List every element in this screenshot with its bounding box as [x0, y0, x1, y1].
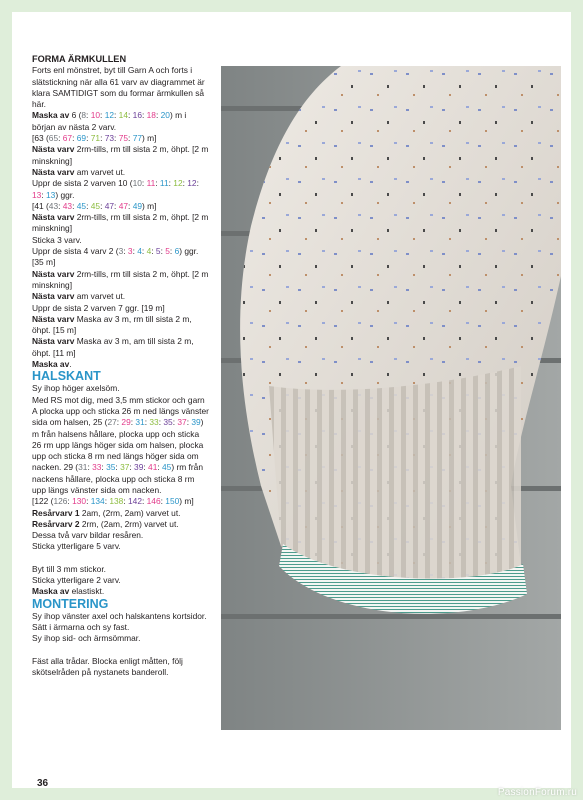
instruction-line: Sticka ytterligare 5 varv. — [32, 541, 121, 552]
instructions-column — [32, 54, 210, 678]
instruction-line: Maska av. — [32, 359, 72, 370]
instruction-line: Uppr de sista 4 varv 2 (3: 3: 4: 4: 5: 5: 6) ggr. [35 m] — [32, 246, 199, 268]
instruction-line: Nästa varv Maska av 3 m, rm till sista 2 m, öhpt. [15 m] — [32, 313, 192, 336]
section-heading-montering: MONTERING — [32, 596, 109, 611]
watermark-text: PassionForum.ru — [497, 787, 577, 798]
instruction-line: Sy ihop vänster axel och halskantens kortsidor. Sätt i ärmarna och sy fast. — [32, 610, 207, 632]
instruction-line: Nästa varv Maska av 3 m, am till sista 2 m, öhpt. [11 m] — [32, 336, 194, 358]
instruction-line: [122 (126: 130: 134: 138: 142: 146: 150) m] — [32, 496, 194, 507]
instruction-line: Nästa varv 2rm-tills, rm till sista 2 m, öhpt. [2 m minskning] — [32, 212, 209, 234]
section-heading-halskant: HALSKANT — [32, 369, 101, 384]
instruction-line: Resårvarv 2 2rm, (2am, 2rm) varvet ut. — [32, 518, 179, 529]
instruction-paragraph: Med RS mot dig, med 3,5 mm stickor och garn A plocka upp och sticka 26 m ned längs vänster sida om halsen, 25 (27: 29: 31: 33: 35: 37: 39) m från halsens hållare, plocka upp och sticka 26 rm upp längs höger sida om halsen, plocka upp och sticka 8 rm ned längs höger sida om nacken. 29 (31: 33: 35: 37: 39: 41: 45) rm från nackens hållare, plocka upp och sticka 8 rm upp längs vänster sida om nacken. — [32, 394, 209, 495]
instruction-line: [41 (43: 43: 45: 45: 47: 47: 49) m] — [32, 200, 157, 211]
instruction-line: Nästa varv am varvet ut. — [32, 166, 126, 177]
instruction-line: [63 (65: 67: 69: 71: 73: 75: 77) m] — [32, 133, 157, 144]
instruction-line: Sy ihop sid- och ärmsömmar. — [32, 633, 141, 644]
instruction-line: Sy ihop höger axelsöm. — [32, 383, 120, 394]
instruction-line: Maska av 6 (8: 10: 12: 14: 16: 18: 20) m i början av nästa 2 varv. — [32, 110, 187, 132]
instruction-line: Maska av elastiskt. — [32, 586, 105, 597]
knitted-sweater-photo — [221, 66, 561, 730]
section-heading-forma: FORMA ÄRMKULLEN — [32, 54, 127, 64]
instruction-line: Sticka ytterligare 2 varv. — [32, 575, 121, 586]
instruction-line: Fäst alla trådar. Blocka enligt måtten, följ skötselråden på nystanets banderoll. — [32, 655, 183, 677]
instruction-line: Byt till 3 mm stickor. — [32, 563, 106, 574]
instruction-line: Resårvarv 1 2am, (2rm, 2am) varvet ut. — [32, 507, 181, 518]
page — [12, 12, 571, 788]
instruction-line: Dessa två varv bildar resåren. — [32, 530, 144, 541]
instruction-line: Nästa varv am varvet ut. — [32, 291, 126, 302]
page-number: 36 — [37, 778, 49, 789]
instruction-line: Uppr de sista 2 varven 7 ggr. [19 m] — [32, 302, 165, 313]
instruction-line: Nästa varv 2rm-tills, rm till sista 2 m, öhpt. [2 m minskning] — [32, 144, 209, 166]
instruction-line: Sticka 3 varv. — [32, 234, 82, 245]
intro-text: Forts enl mönstret, byt till Garn A och forts i slätstickning när alla 61 varv av diagrammet är klara SAMTIDIGT som du formar ärmkullen så här. — [32, 65, 205, 110]
instruction-line: Uppr de sista 2 varven 10 (10: 11: 11: 12: 12: 13: 13) ggr. — [32, 178, 199, 200]
instruction-line: Nästa varv 2rm-tills, rm till sista 2 m, öhpt. [2 m minskning] — [32, 268, 209, 290]
